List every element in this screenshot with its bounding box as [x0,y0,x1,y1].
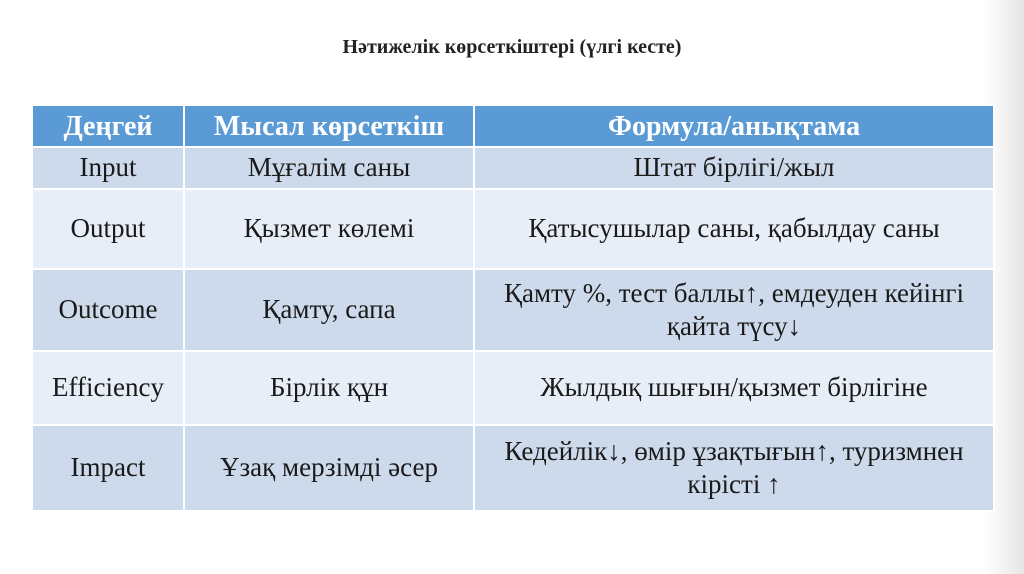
table-header-row [32,105,994,147]
cell-formula: Штат бірлігі/жыл [474,147,994,189]
cell-level: Output [32,189,184,269]
kpi-table [31,104,995,512]
table-row [32,351,994,425]
header-example-indicator: Мысал көрсеткіш [184,105,474,147]
cell-example: Мұғалім саны [184,147,474,189]
cell-example: Ұзақ мерзімді әсер [184,425,474,511]
slide-title: Нәтижелік көрсеткіштері (үлгі кесте) [342,36,682,58]
table-row [32,269,994,351]
cell-level: Outcome [32,269,184,351]
header-formula: Формула/анықтама [474,105,994,147]
table-row [32,425,994,511]
table-row [32,147,994,189]
table-row [32,189,994,269]
cell-formula: Жылдық шығын/қызмет бірлігіне [474,351,994,425]
cell-example: Қамту, сапа [184,269,474,351]
cell-example: Бірлік құн [184,351,474,425]
cell-level: Efficiency [32,351,184,425]
cell-formula: Қатысушылар саны, қабылдау саны [474,189,994,269]
header-level: Деңгей [32,105,184,147]
cell-level: Impact [32,425,184,511]
cell-formula: Кедейлік↓, өмір ұзақтығын↑, туризмнен кірісті ↑ [474,425,994,511]
cell-level: Input [32,147,184,189]
cell-example: Қызмет көлемі [184,189,474,269]
cell-formula: Қамту %, тест баллы↑, емдеуден кейінгі қайта түсу↓ [474,269,994,351]
